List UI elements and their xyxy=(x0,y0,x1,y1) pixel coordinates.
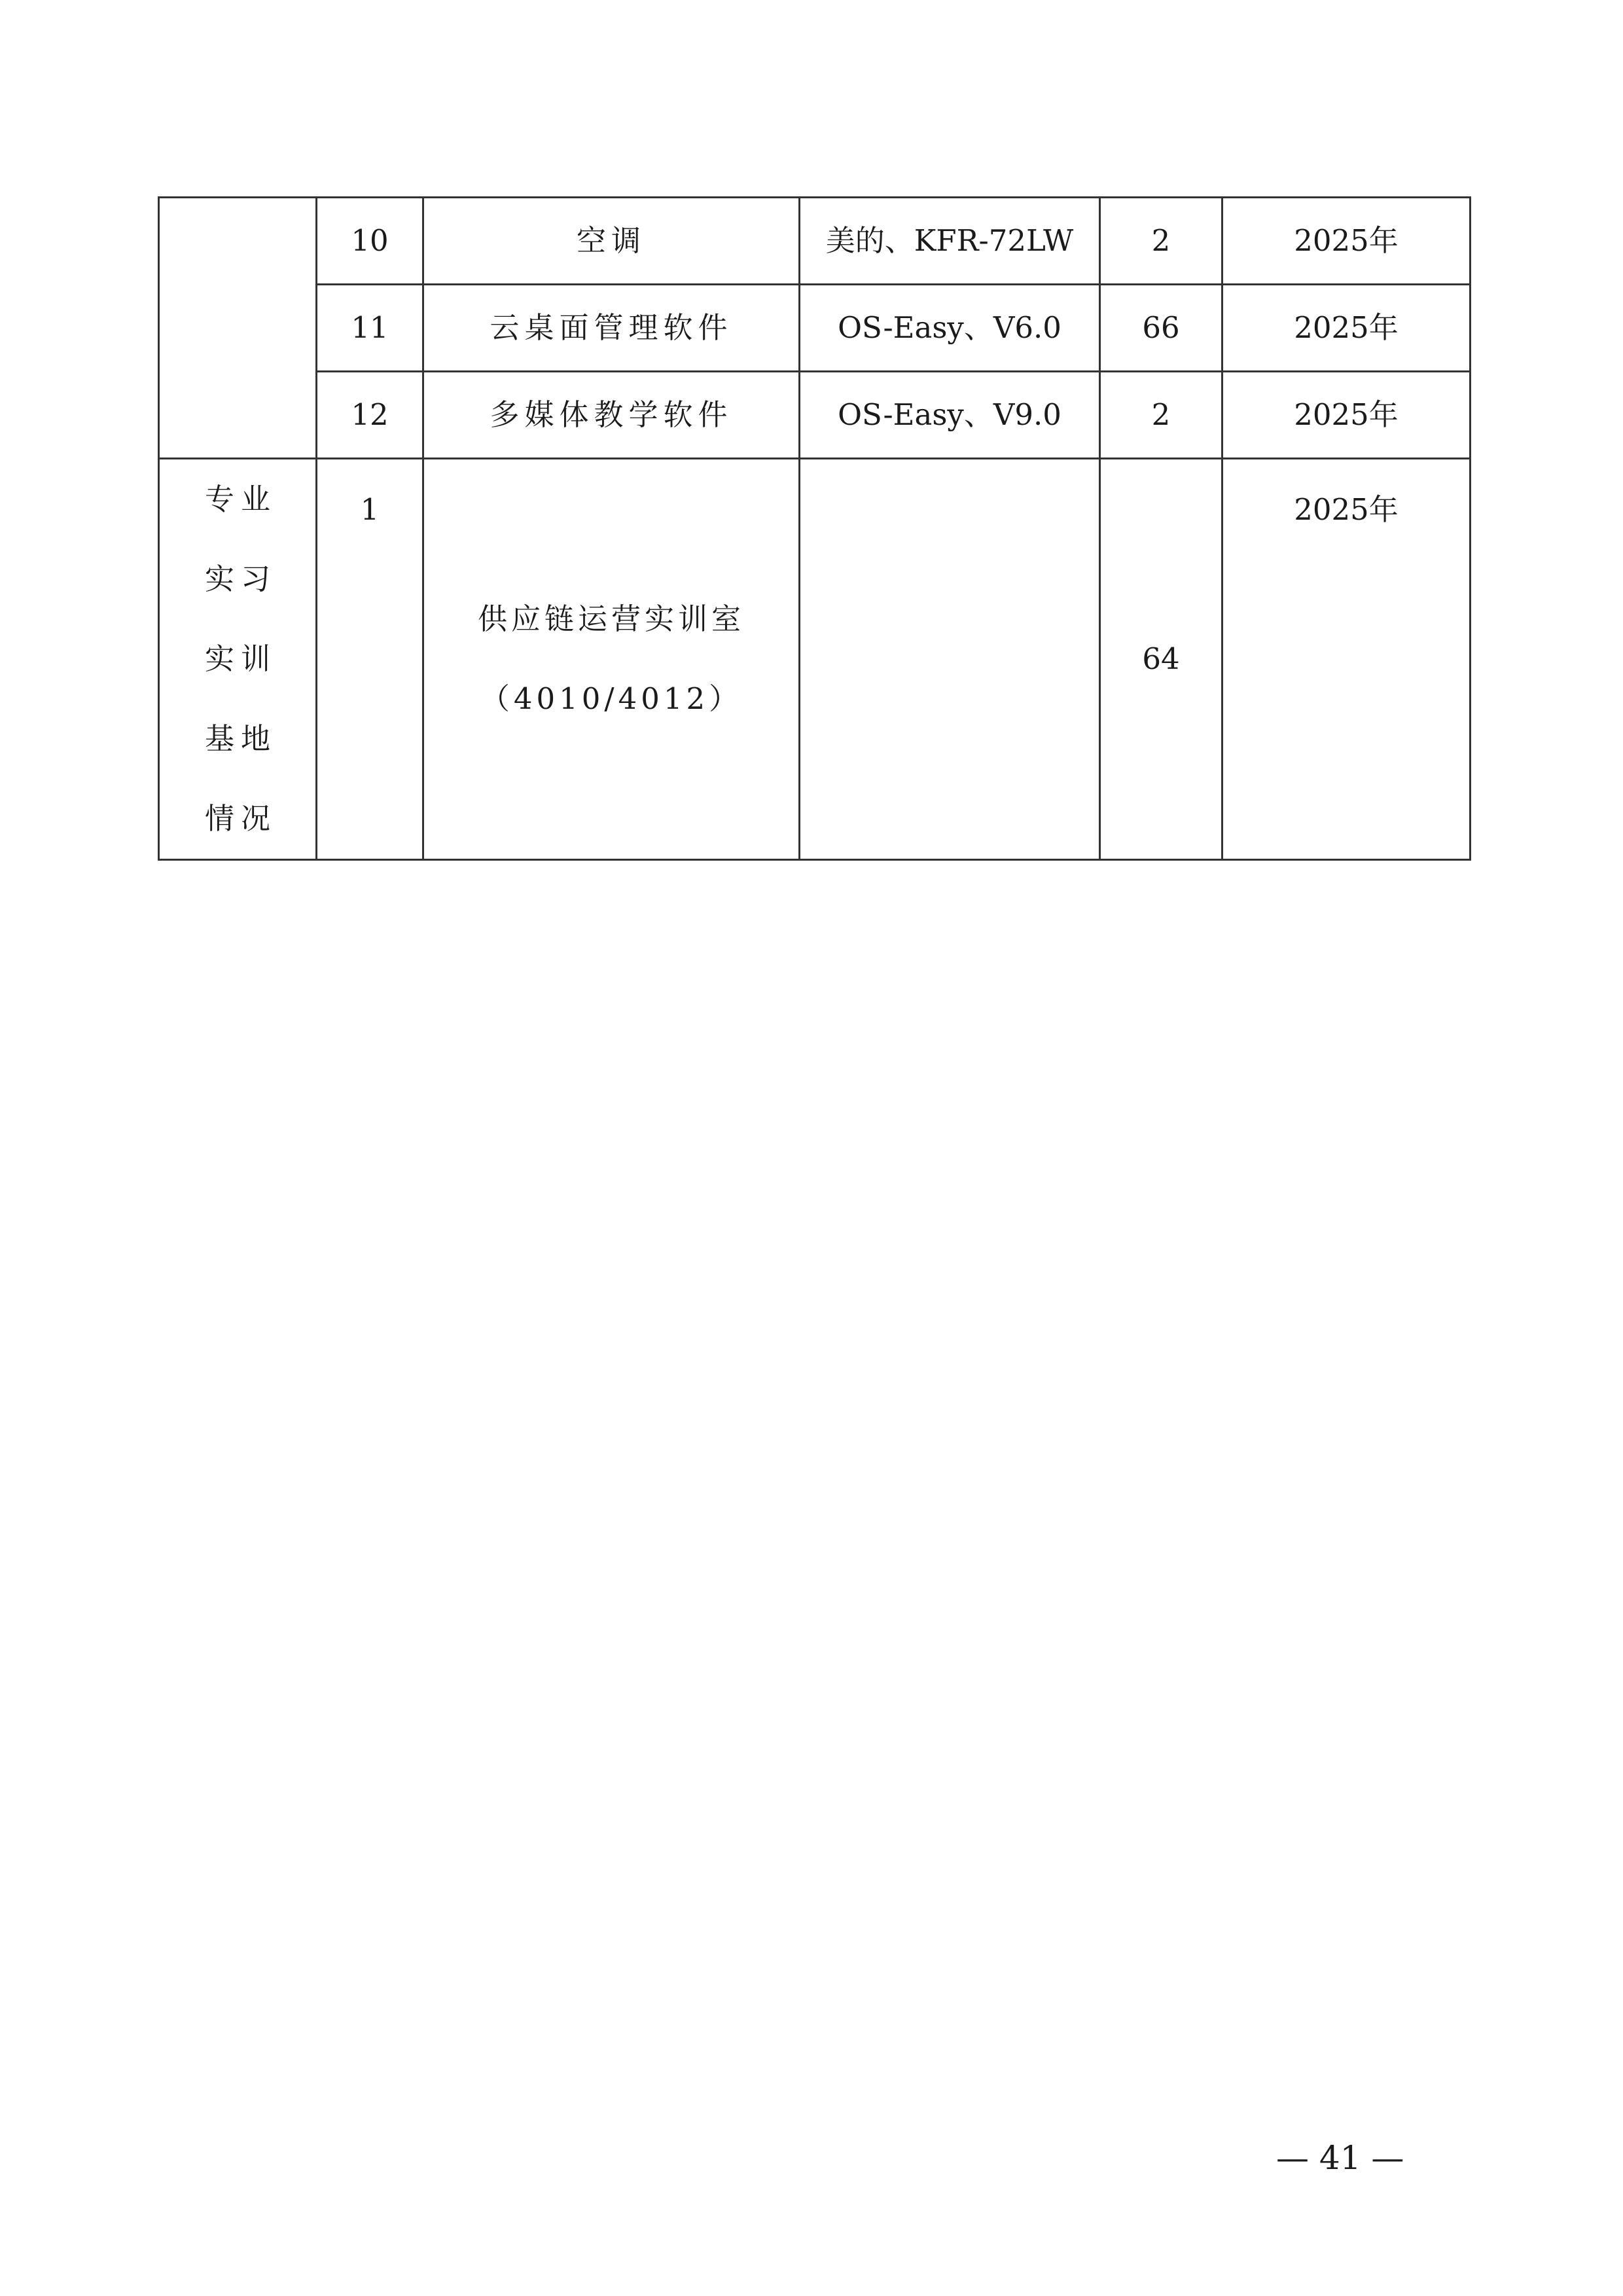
equipment-table xyxy=(158,196,1471,861)
table-row xyxy=(159,459,1471,860)
table-row xyxy=(159,285,1471,372)
item-number: 11 xyxy=(317,285,423,372)
item-quantity: 66 xyxy=(1100,285,1222,372)
item-quantity: 64 xyxy=(1100,459,1222,860)
item-year: 2025年 xyxy=(1222,372,1471,459)
lab-name-label: 供应链运营实训室（4010/4012） xyxy=(477,601,745,716)
category-cell xyxy=(159,459,317,860)
category-cell-empty xyxy=(159,198,317,459)
item-number: 1 xyxy=(317,459,423,860)
item-model: 美的、KFR-72LW xyxy=(800,198,1100,285)
item-name: 空调 xyxy=(423,198,800,285)
item-quantity: 2 xyxy=(1100,198,1222,285)
item-number: 10 xyxy=(317,198,423,285)
item-name xyxy=(423,459,800,860)
item-quantity: 2 xyxy=(1100,372,1222,459)
item-number: 12 xyxy=(317,372,423,459)
item-name: 多媒体教学软件 xyxy=(423,372,800,459)
page-number: — 41 — xyxy=(1276,2139,1404,2177)
item-model: OS-Easy、V6.0 xyxy=(800,285,1100,372)
item-name: 云桌面管理软件 xyxy=(423,285,800,372)
item-year: 2025年 xyxy=(1222,459,1471,860)
item-year: 2025年 xyxy=(1222,285,1471,372)
table-row xyxy=(159,372,1471,459)
item-year: 2025年 xyxy=(1222,198,1471,285)
category-label: 专业实习实训基地情况 xyxy=(204,482,277,836)
item-model: OS-Easy、V9.0 xyxy=(800,372,1100,459)
table-row xyxy=(159,198,1471,285)
equipment-table-container xyxy=(158,196,1471,861)
item-model xyxy=(800,459,1100,860)
